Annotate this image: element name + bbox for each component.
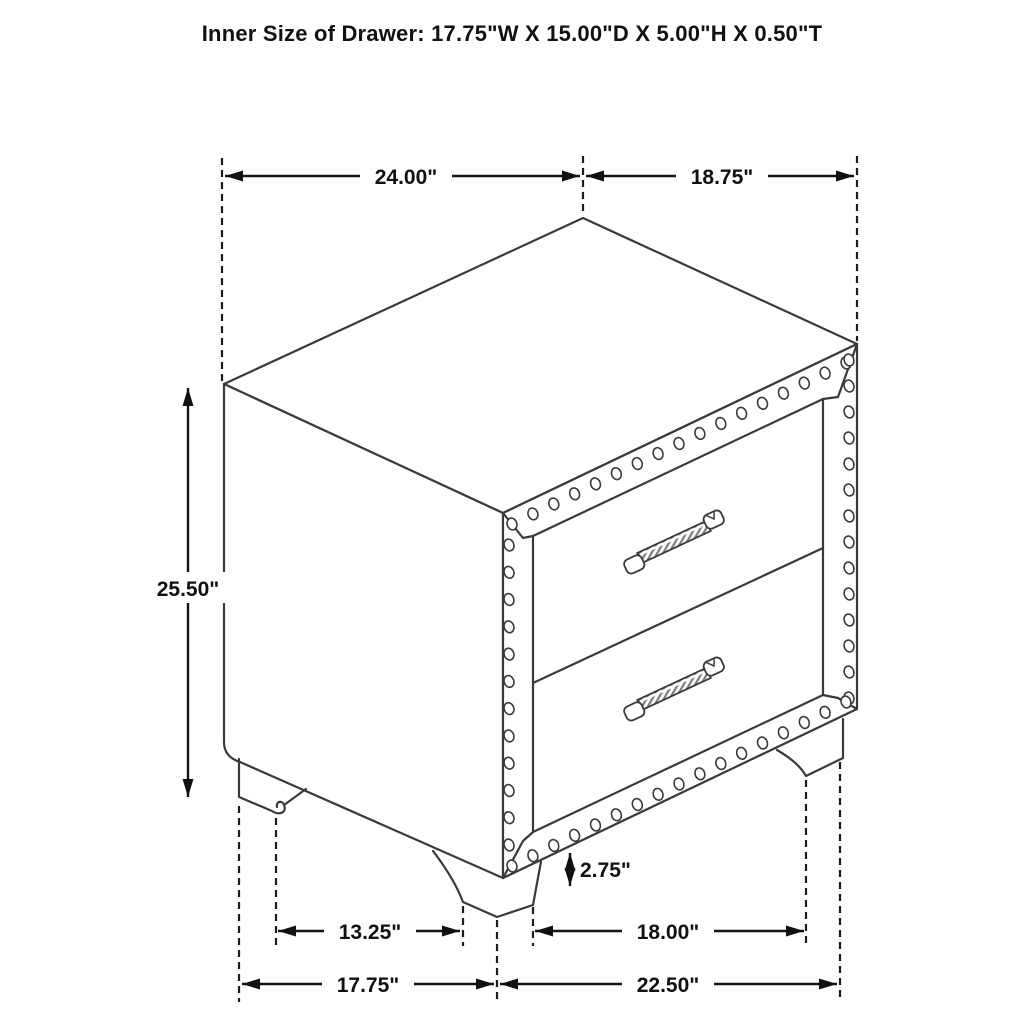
dim-label-foot-height: 2.75" [580, 859, 631, 882]
nightstand-drawing [224, 218, 857, 917]
dim-label-base-width: 17.75" [336, 974, 400, 997]
dim-side-feet-spacing [535, 918, 804, 944]
dim-base-width [242, 971, 494, 997]
dim-label-side-feet-spacing: 18.00" [636, 921, 700, 944]
dim-label-overall-height: 25.50" [156, 578, 220, 601]
dim-label-top-depth: 18.75" [690, 166, 754, 189]
dim-label-front-feet-spacing: 13.25" [338, 921, 402, 944]
dim-top-depth [586, 163, 854, 189]
dim-label-base-depth: 22.50" [636, 974, 700, 997]
dim-foot-height [570, 853, 631, 886]
diagram-title: Inner Size of Drawer: 17.75"W X 15.00"D X 5.00"H X 0.50"T [201, 21, 823, 46]
dim-base-depth [500, 971, 837, 997]
dim-top-width [225, 163, 580, 189]
dim-label-top-width: 24.00" [374, 166, 438, 189]
dim-overall-height [144, 388, 232, 797]
dim-front-feet-spacing [278, 918, 460, 944]
